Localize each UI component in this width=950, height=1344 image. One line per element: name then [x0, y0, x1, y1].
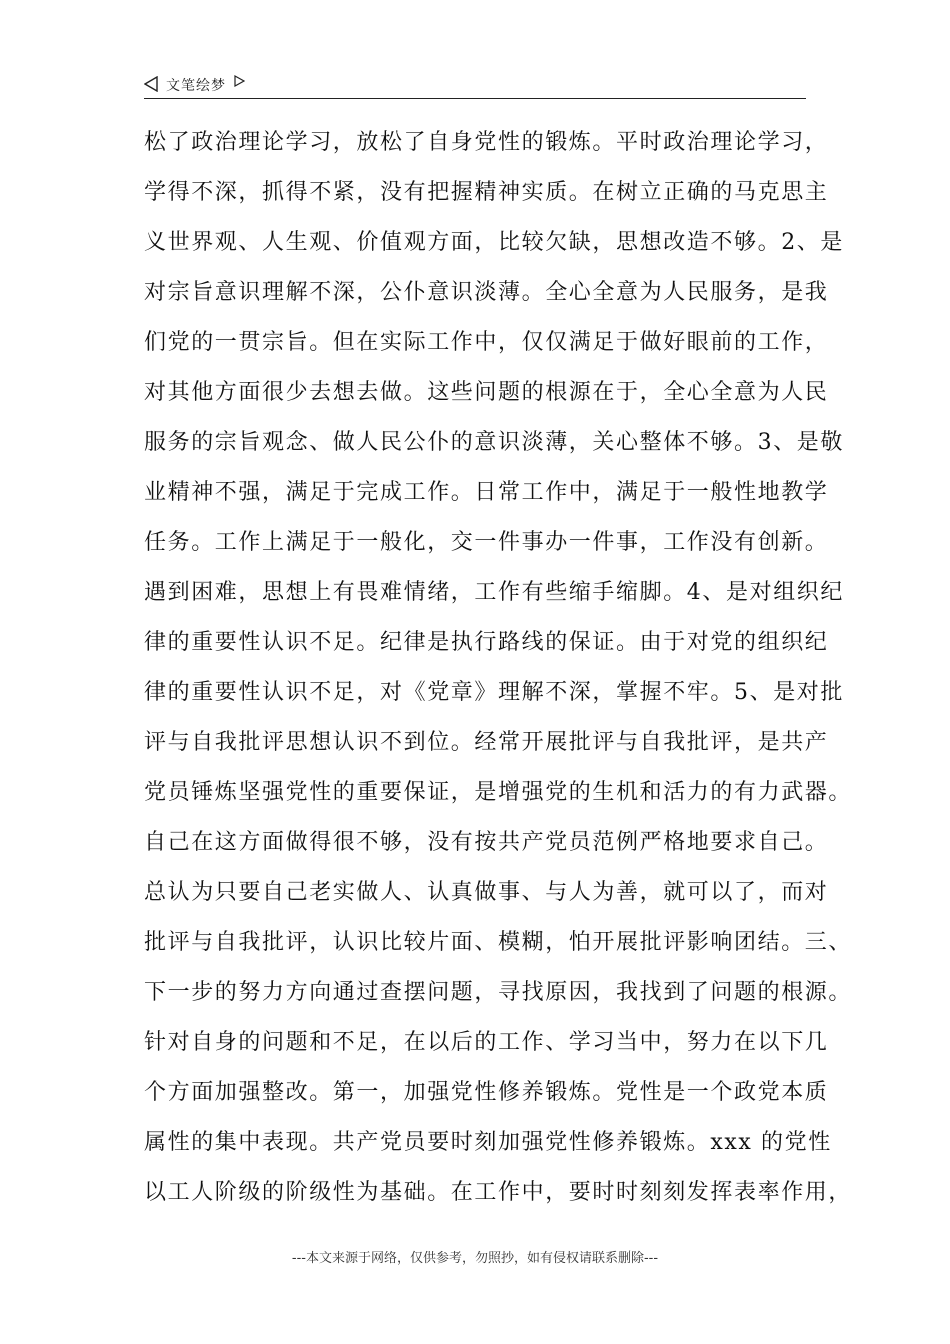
text-line: 业精神不强，满足于完成工作。日常工作中，满足于一般性地教学 — [144, 480, 829, 505]
text-line: 们党的一贯宗旨。但在实际工作中，仅仅满足于做好眼前的工作， — [144, 330, 829, 355]
text-line: 属性的集中表现。共产党员要时刻加强党性修养锻炼。xxx 的党性 — [144, 1130, 832, 1155]
footer-disclaimer: ---本文来源于网络，仅供参考，勿照抄，如有侵权请联系删除--- — [291, 1251, 659, 1266]
text-line: 批评与自我批评，认识比较片面、模糊，怕开展批评影响团结。三、 — [144, 930, 853, 955]
text-line: 下一步的努力方向通过查摆问题，寻找原因，我找到了问题的根源。 — [144, 980, 853, 1005]
text-line: 律的重要性认识不足。纪律是执行路线的保证。由于对党的组织纪 — [144, 630, 829, 655]
text-line: 个方面加强整改。第一，加强党性修养锻炼。党性是一个政党本质 — [144, 1080, 829, 1105]
text-line: 评与自我批评思想认识不到位。经常开展批评与自我批评，是共产 — [144, 730, 829, 755]
text-line: 针对自身的问题和不足，在以后的工作、学习当中，努力在以下几 — [144, 1030, 829, 1055]
text-line: 遇到困难，思想上有畏难情绪，工作有些缩手缩脚。4、是对组织纪 — [144, 580, 844, 605]
text-line: 党员锤炼坚强党性的重要保证，是增强党的生机和活力的有力武器。 — [144, 780, 853, 805]
page-header — [144, 72, 806, 99]
triangle-right-icon — [234, 75, 245, 87]
header-title: 文笔绘梦 — [166, 78, 226, 94]
text-line: 服务的宗旨观念、做人民公仆的意识淡薄，关心整体不够。3、是敬 — [144, 430, 844, 455]
text-line: 学得不深，抓得不紧，没有把握精神实质。在树立正确的马克思主 — [144, 180, 829, 205]
text-line: 以工人阶级的阶级性为基础。在工作中，要时时刻刻发挥表率作用， — [144, 1180, 853, 1205]
text-line: 义世界观、人生观、价值观方面，比较欠缺，思想改造不够。2、是 — [144, 230, 844, 255]
triangle-left-icon — [144, 76, 158, 92]
text-line: 总认为只要自己老实做人、认真做事、与人为善，就可以了，而对 — [144, 880, 829, 905]
text-line: 松了政治理论学习，放松了自身党性的锻炼。平时政治理论学习， — [144, 130, 829, 155]
text-line: 律的重要性认识不足，对《党章》理解不深，掌握不牢。5、是对批 — [144, 680, 844, 705]
text-line: 自己在这方面做得很不够，没有按共产党员范例严格地要求自己。 — [144, 830, 829, 855]
body-text — [144, 128, 853, 1228]
text-line: 任务。工作上满足于一般化，交一件事办一件事，工作没有创新。 — [144, 530, 829, 555]
text-line: 对其他方面很少去想去做。这些问题的根源在于，全心全意为人民 — [144, 380, 829, 405]
text-line: 对宗旨意识理解不深，公仆意识淡薄。全心全意为人民服务，是我 — [144, 280, 829, 305]
